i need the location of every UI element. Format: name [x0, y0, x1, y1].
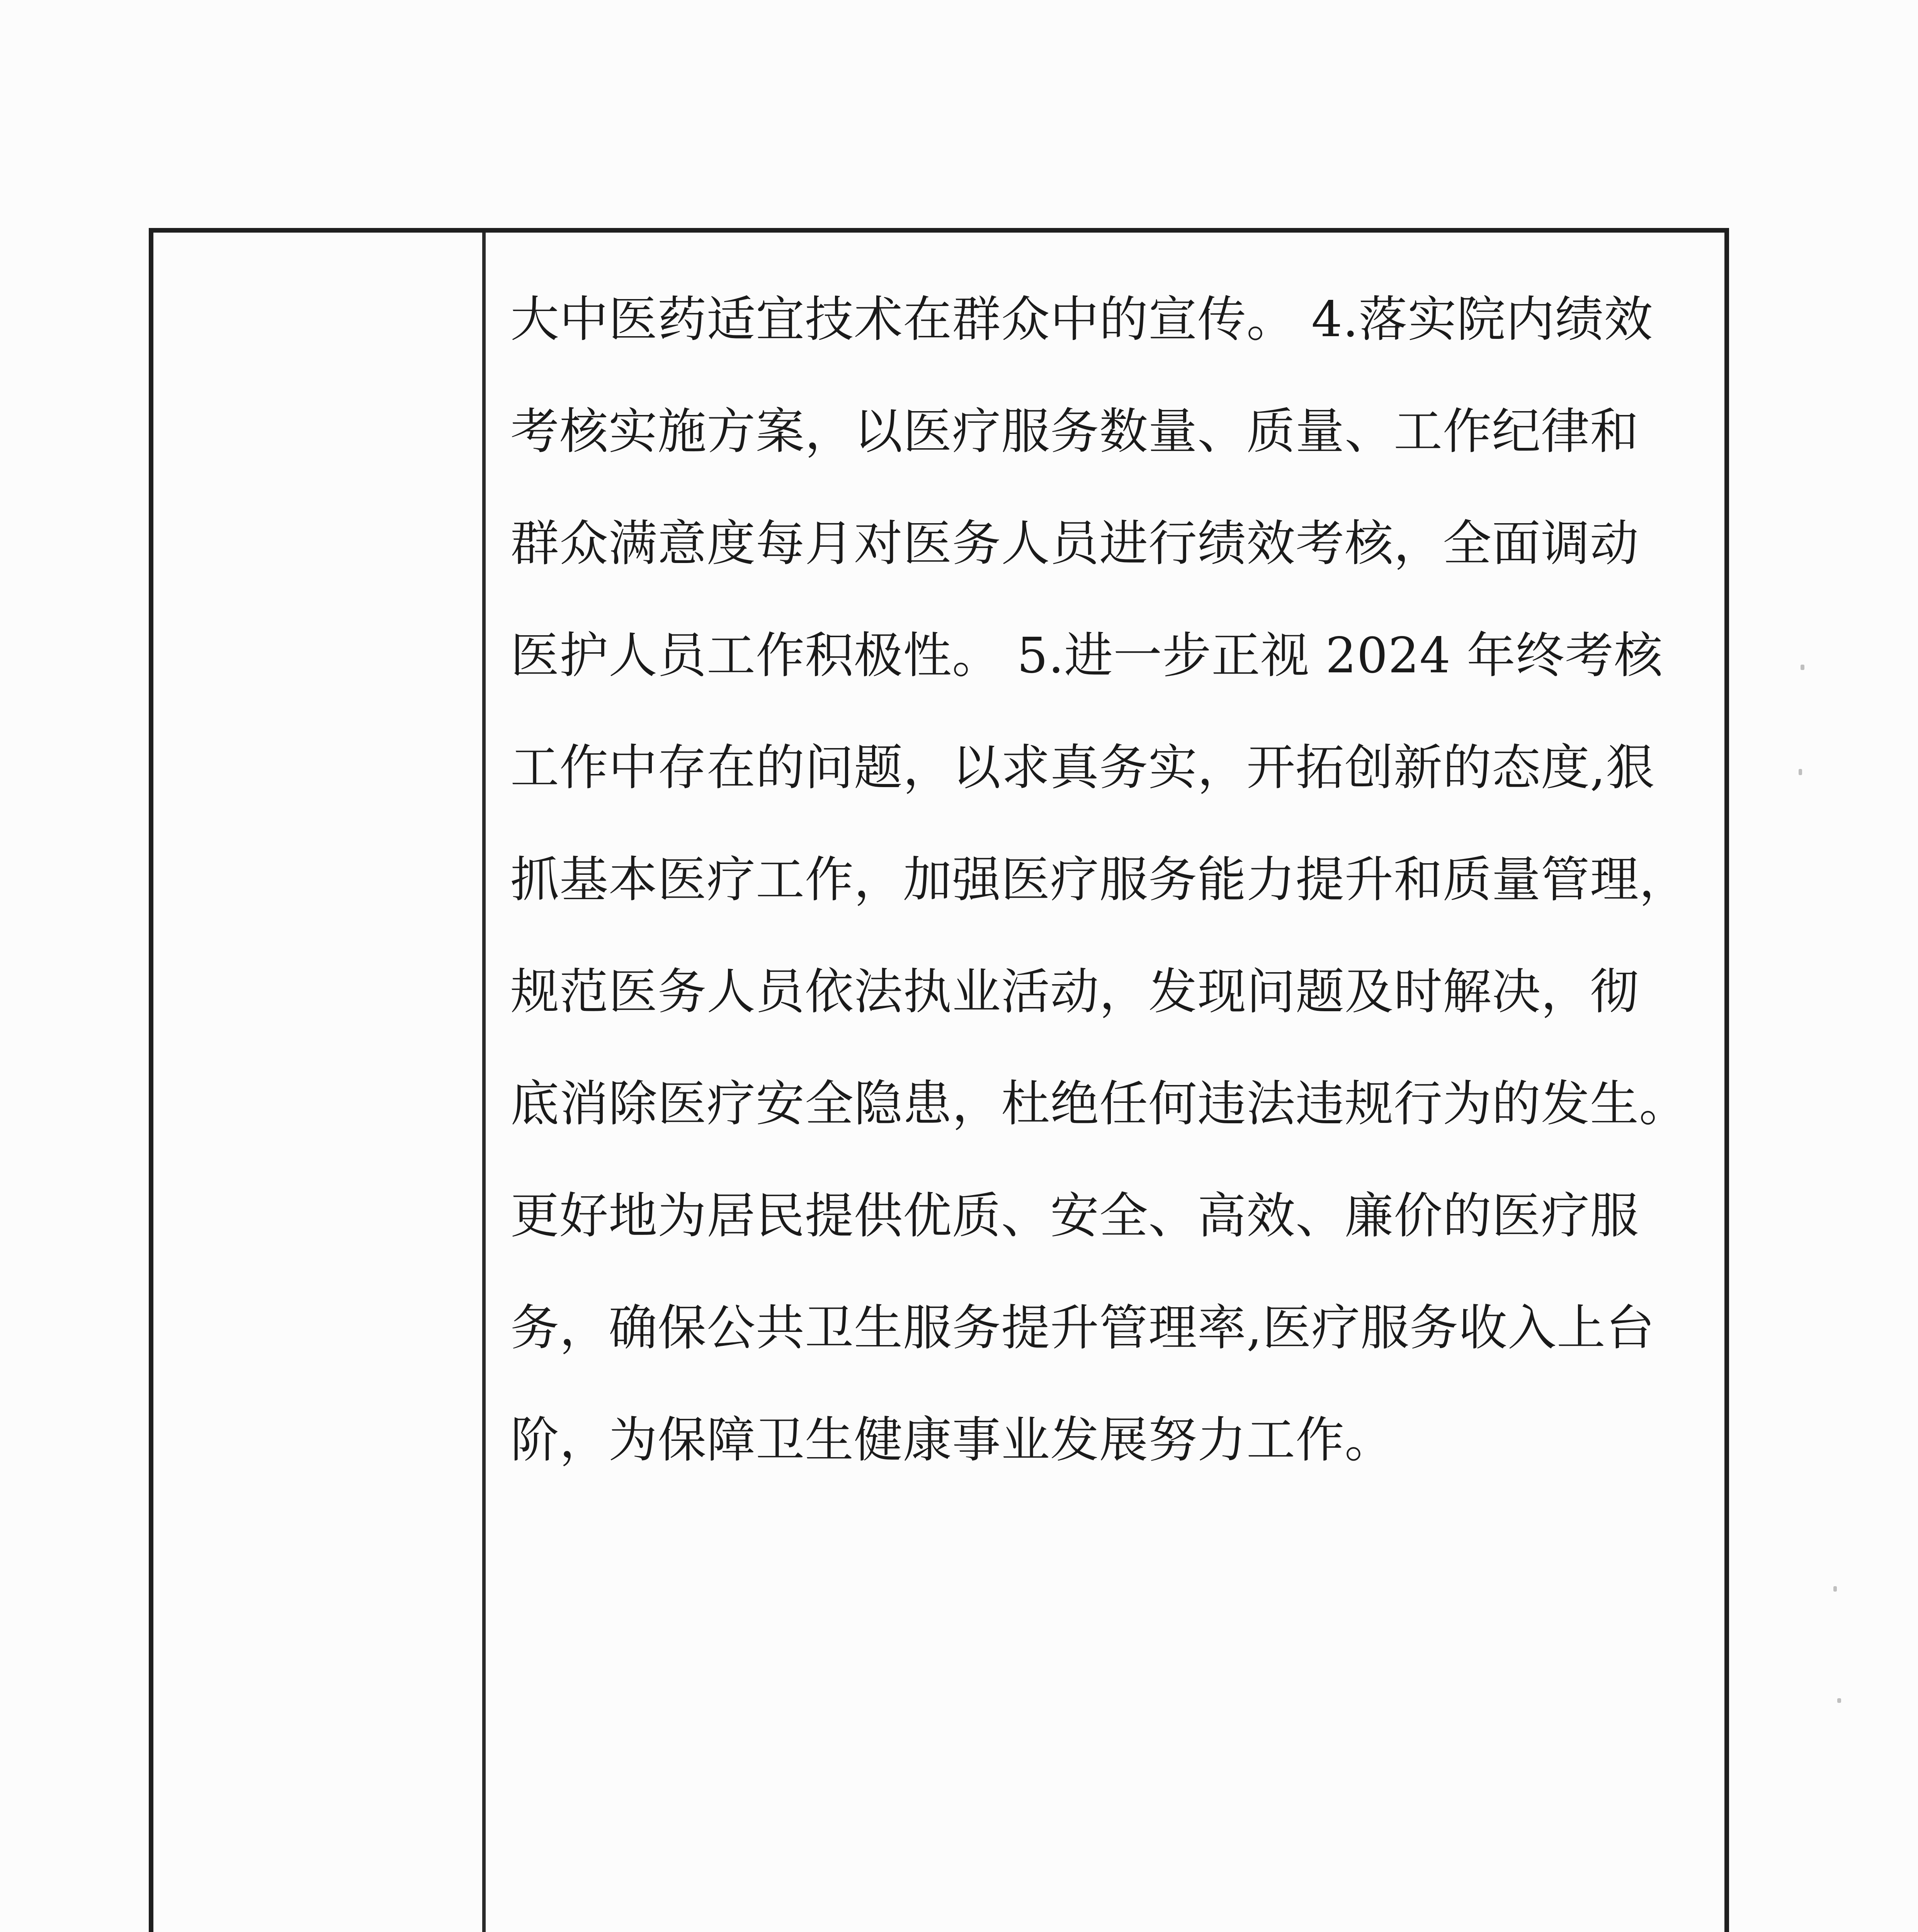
scan-speck — [1837, 1698, 1841, 1703]
text-line: 务，确保公共卫生服务提升管理率,医疗服务收入上台 — [510, 1299, 1655, 1356]
text-line: 大中医药适宜技术在群众中的宣传。 4.落实院内绩效 — [510, 291, 1653, 348]
text-line: 医护人员工作积极性。 5.进一步正视 2024 年终考核 — [510, 627, 1663, 684]
content-cell — [489, 233, 1724, 1932]
text-line: 考核实施方案，以医疗服务数量、质量、工作纪律和 — [510, 403, 1639, 460]
scan-speck — [1801, 665, 1804, 670]
scan-speck — [1833, 1586, 1837, 1592]
form-table — [149, 228, 1729, 1932]
text-line: 工作中存在的问题，以求真务实，开拓创新的态度,狠 — [510, 739, 1655, 796]
scan-speck — [1799, 769, 1802, 775]
text-line: 群众满意度每月对医务人员进行绩效考核，全面调动 — [510, 515, 1639, 572]
text-line: 更好地为居民提供优质、安全、高效、廉价的医疗服 — [510, 1187, 1639, 1244]
body-text — [510, 264, 1724, 1496]
text-line: 底消除医疗安全隐患，杜绝任何违法违规行为的发生。 — [510, 1075, 1688, 1132]
text-line: 阶，为保障卫生健康事业发展努力工作。 — [510, 1412, 1394, 1468]
label-cell — [153, 233, 486, 1932]
text-line: 抓基本医疗工作，加强医疗服务能力提升和质量管理， — [510, 851, 1688, 908]
text-line: 规范医务人员依法执业活动，发现问题及时解决，彻 — [510, 963, 1639, 1020]
